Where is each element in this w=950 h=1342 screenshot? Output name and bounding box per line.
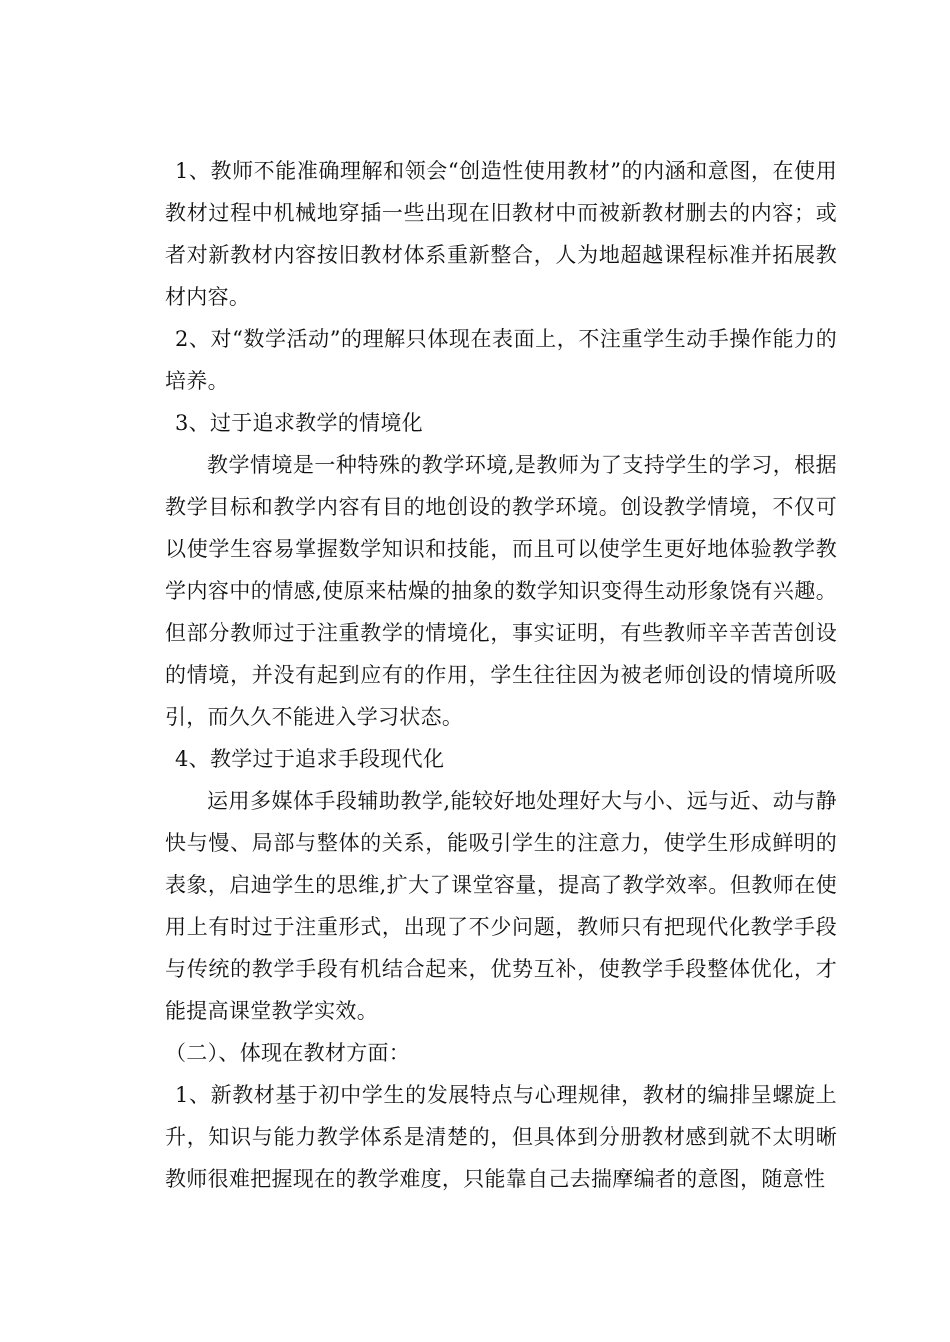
list-item-modern-means: 4、教学过于追求手段现代化 [175, 747, 445, 771]
list-item-situational-teaching: 3、过于追求教学的情境化 [175, 411, 423, 435]
list-item-creative-textbook-use: 1、教师不能准确理解和领会“创造性使用教材”的内涵和意图，在使用教材过程中机械地穿插一些出现在旧教材中而被新教材删去的内容；或者对新教材内容按旧教材体系重新整合，人为地超越课程标准并拓展教材内容。 [165, 159, 837, 309]
document-body [165, 150, 837, 1200]
section-heading-textbook-aspect: （二）、体现在教材方面： [165, 1041, 411, 1065]
body-paragraph-teaching-situation: 教学情境是一种特殊的教学环境,是教师为了支持学生的学习，根据教学目标和教学内容有目的地创设的教学环境。创设教学情境，不仅可以使学生容易掌握数学知识和技能，而且可以使学生更好地体验教学教学内容中的情感,使原来枯燥的抽象的数学知识变得生动形象饶有兴趣。但部分教师过于注重教学的情境化，事实证明，有些教师辛辛苦苦创设的情境，并没有起到应有的作用，学生往往因为被老师创设的情境所吸引，而久久不能进入学习状态。 [165, 453, 837, 729]
body-paragraph-multimedia: 运用多媒体手段辅助教学,能较好地处理好大与小、远与近、动与静快与慢、局部与整体的关系，能吸引学生的注意力，使学生形成鲜明的表象，启迪学生的思维,扩大了课堂容量，提高了教学效率。但教师在使用上有时过于注重形式，出现了不少问题，教师只有把现代化教学手段与传统的教学手段有机结合起来，优势互补，使教学手段整体优化，才能提高课堂教学实效。 [165, 789, 837, 1023]
list-item-new-textbook: 1、新教材基于初中学生的发展特点与心理规律，教材的编排呈螺旋上升，知识与能力教学体系是清楚的，但具体到分册教材感到就不太明晰教师很难把握现在的教学难度，只能靠自己去揣摩编者的意图，随意性 [165, 1083, 837, 1191]
list-item-math-activity: 2、对“数学活动”的理解只体现在表面上，不注重学生动手操作能力的培养。 [165, 327, 837, 393]
